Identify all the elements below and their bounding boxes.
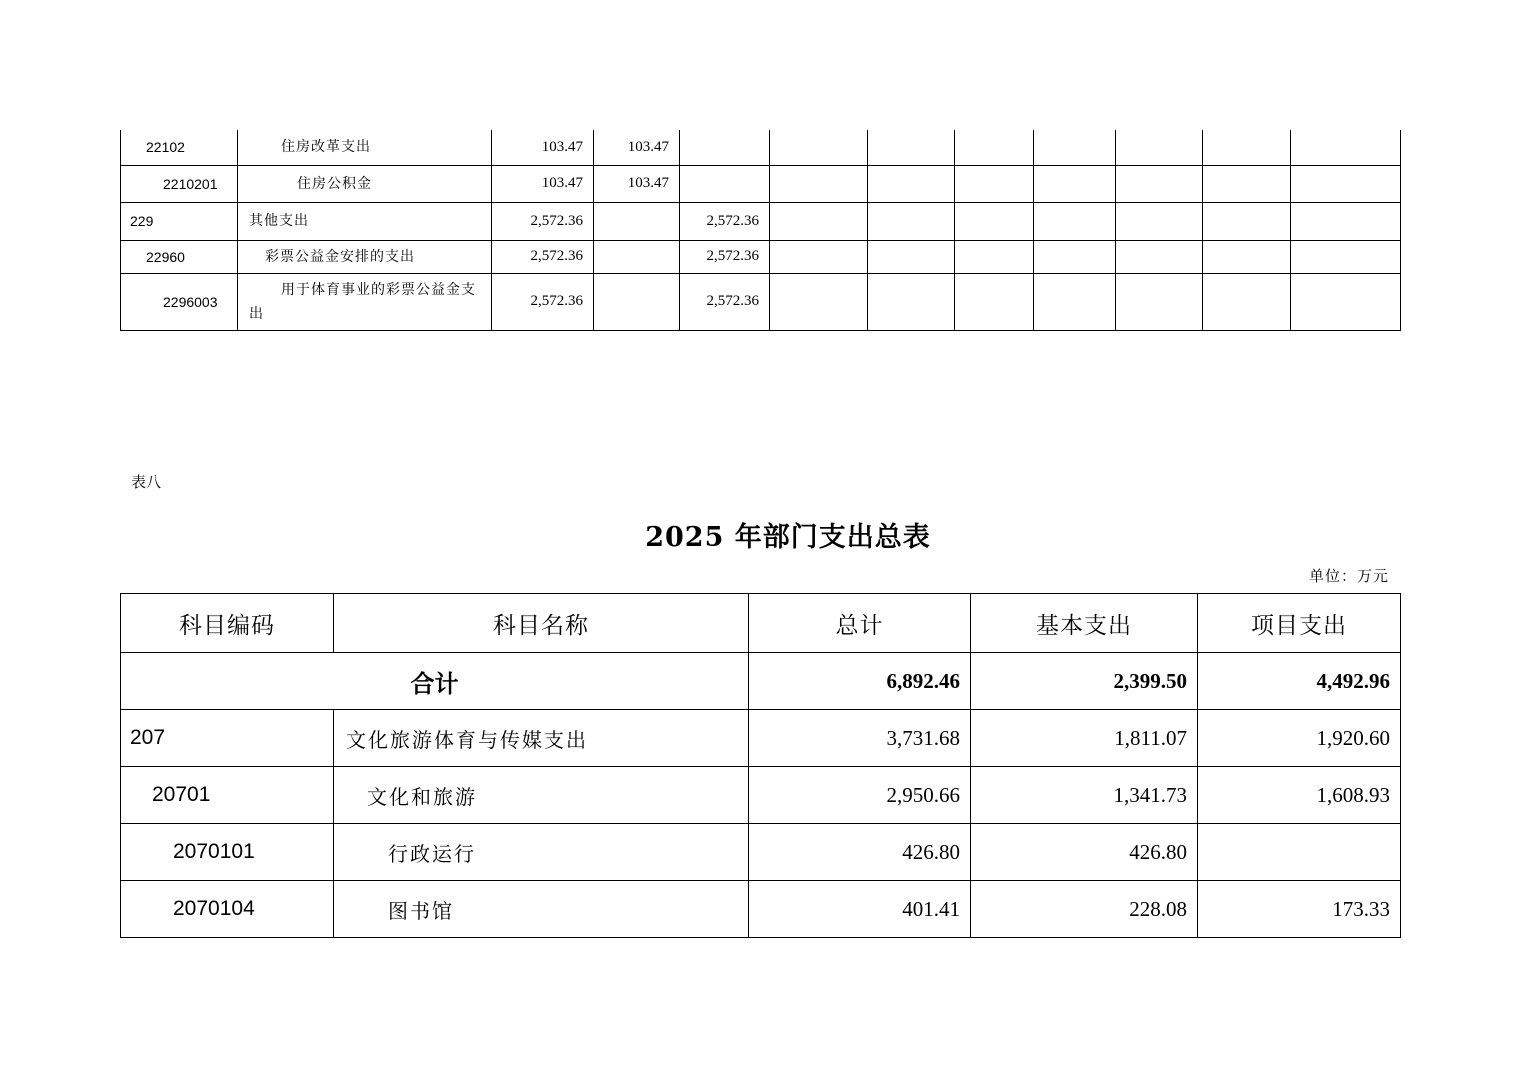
basic-value: 426.80 [971, 824, 1198, 881]
row-value [594, 240, 680, 273]
project-value: 173.33 [1198, 881, 1401, 938]
row-name: 住房改革支出 [238, 130, 492, 165]
table-row [121, 165, 1401, 202]
table-row [121, 710, 1401, 767]
row-value [680, 165, 770, 202]
row-code: 207 [121, 710, 334, 767]
row-code: 22102 [121, 130, 238, 165]
table-row [121, 130, 1401, 165]
column-header: 科目名称 [334, 594, 749, 653]
row-code: 2210201 [121, 165, 238, 202]
row-value: 103.47 [492, 165, 594, 202]
row-code: 2070101 [121, 824, 334, 881]
row-value: 103.47 [594, 165, 680, 202]
column-header: 基本支出 [971, 594, 1198, 653]
row-value [594, 273, 680, 330]
row-code: 2070104 [121, 881, 334, 938]
row-name: 行政运行 [334, 824, 749, 881]
table-row [121, 767, 1401, 824]
row-value: 103.47 [594, 130, 680, 165]
row-value: 2,572.36 [492, 240, 594, 273]
basic-value: 228.08 [971, 881, 1198, 938]
previous-table [120, 130, 1401, 331]
row-value [594, 202, 680, 240]
row-name: 住房公积金 [238, 165, 492, 202]
column-header: 科目编码 [121, 594, 334, 653]
unit-label: 单位：万元 [1308, 567, 1389, 585]
row-value: 2,572.36 [492, 202, 594, 240]
total-value: 426.80 [749, 824, 971, 881]
total-value: 3,731.68 [749, 710, 971, 767]
project-value: 1,920.60 [1198, 710, 1401, 767]
row-name: 文化和旅游 [334, 767, 749, 824]
row-code: 20701 [121, 767, 334, 824]
row-value [680, 130, 770, 165]
project-value: 1,608.93 [1198, 767, 1401, 824]
row-name: 用于体育事业的彩票公益金支出 [238, 273, 492, 330]
total-value: 401.41 [749, 881, 971, 938]
row-code: 229 [121, 202, 238, 240]
total-value: 6,892.46 [749, 653, 971, 710]
expense-table [120, 593, 1401, 938]
row-name: 彩票公益金安排的支出 [238, 240, 492, 273]
row-code: 22960 [121, 240, 238, 273]
table-row [121, 273, 1401, 330]
row-name: 文化旅游体育与传媒支出 [334, 710, 749, 767]
row-value: 2,572.36 [680, 273, 770, 330]
table-row [121, 240, 1401, 273]
total-row [121, 653, 1401, 710]
table-header-row [121, 594, 1401, 653]
row-name: 图书馆 [334, 881, 749, 938]
project-value: 4,492.96 [1198, 653, 1401, 710]
table-row [121, 202, 1401, 240]
table-number-label: 表八 [131, 473, 162, 491]
row-code: 2296003 [121, 273, 238, 330]
row-name: 其他支出 [238, 202, 492, 240]
table-row [121, 881, 1401, 938]
table-row [121, 824, 1401, 881]
project-value [1198, 824, 1401, 881]
basic-value: 1,341.73 [971, 767, 1198, 824]
row-value: 103.47 [492, 130, 594, 165]
column-header: 项目支出 [1198, 594, 1401, 653]
total-value: 2,950.66 [749, 767, 971, 824]
basic-value: 1,811.07 [971, 710, 1198, 767]
row-value: 2,572.36 [492, 273, 594, 330]
page-title: 2025 年部门支出总表 [645, 522, 931, 553]
row-value: 2,572.36 [680, 202, 770, 240]
column-header: 总计 [749, 594, 971, 653]
row-value: 2,572.36 [680, 240, 770, 273]
basic-value: 2,399.50 [971, 653, 1198, 710]
total-label: 合计 [121, 653, 749, 710]
